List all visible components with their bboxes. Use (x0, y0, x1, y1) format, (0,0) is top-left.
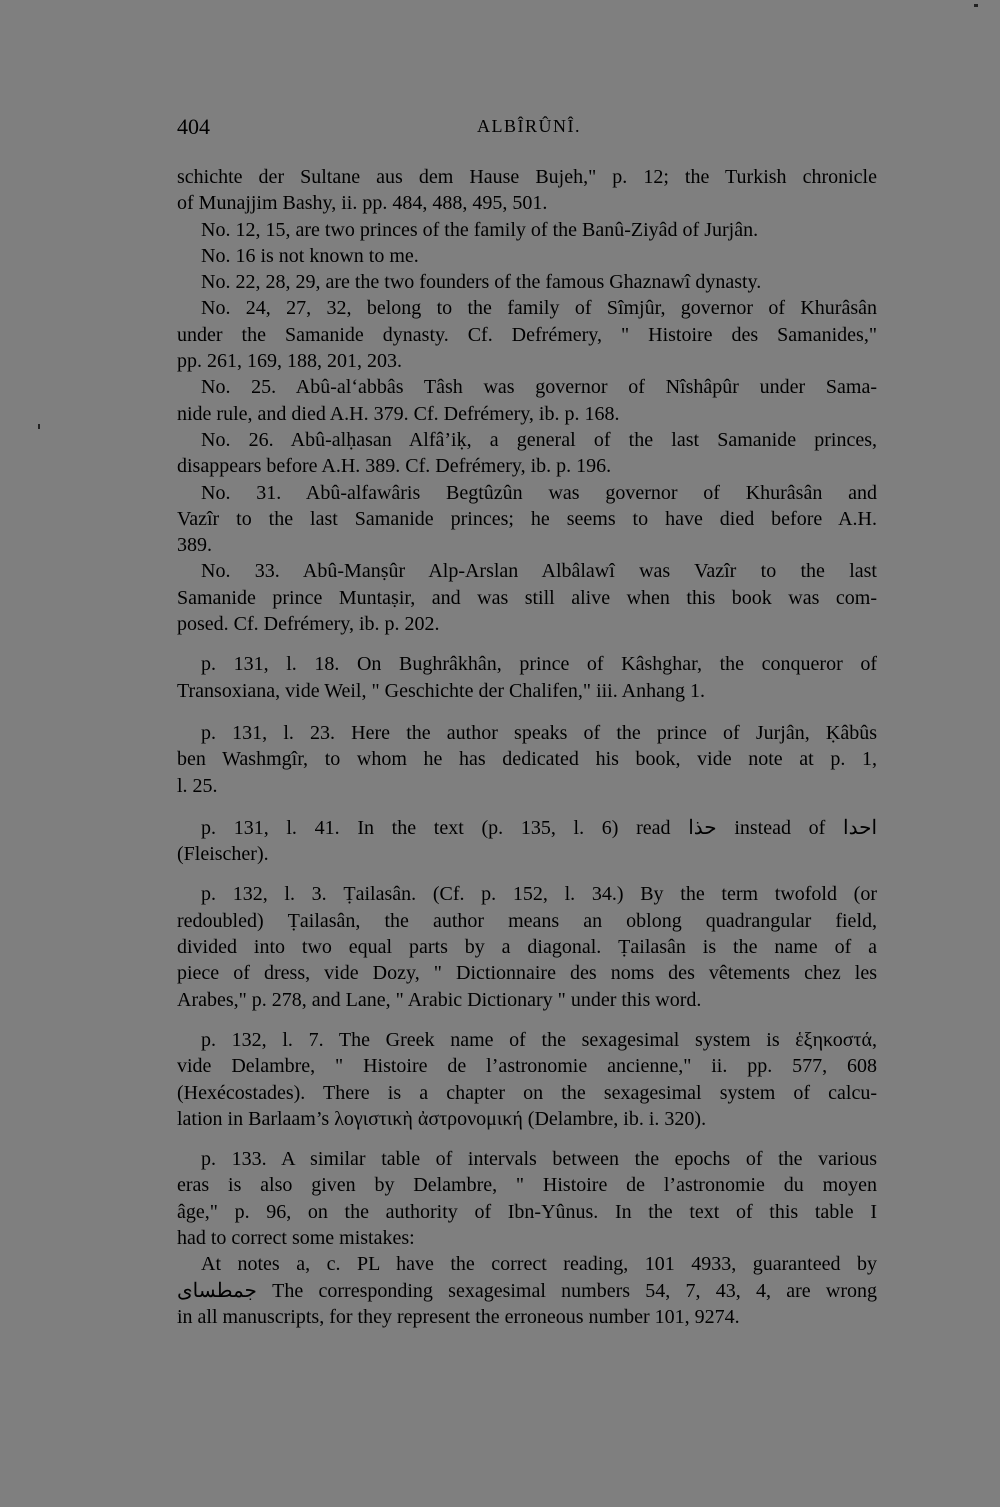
text-line: No. 24, 27, 32, belong to the family of Sîmjûr, governor of Khurâsân (201, 297, 877, 320)
text-line: No. 25. Abû-al‘abbâs Tâsh was governor of Nîshâpûr under Sama- (201, 376, 877, 399)
text-line: Transoxiana, vide Weil, " Geschichte der Chalifen," iii. Anhang 1. (177, 679, 705, 702)
corner-speck (974, 4, 978, 7)
text-line: ben Washmgîr, to whom he has dedicated his book, vide note at p. 1, (177, 748, 877, 771)
text-line: No. 12, 15, are two princes of the family of the Banû-Ziyâd of Jurjân. (201, 218, 759, 241)
margin-speck (38, 424, 40, 429)
text-line: No. 22, 28, 29, are the two founders of the famous Ghaznawî dynasty. (201, 271, 762, 294)
text-line: No. 31. Abû-alfawâris Begtûzûn was governor of Khurâsân and (201, 481, 877, 504)
text-line: piece of dress, vide Dozy, " Dictionnaire des noms des vêtements chez les (177, 962, 877, 985)
paragraph-gap (177, 867, 877, 881)
text-line: eras is also given by Delambre, " Histoire de l’astronomie du moyen (177, 1174, 877, 1197)
paragraph-gap (177, 704, 877, 720)
text-line: schichte der Sultane aus dem Hause Bujeh," p. 12; the Turkish chronicle (177, 166, 877, 188)
text-line: p. 131, l. 41. In the text (p. 135, l. 6) read حذا instead of احدا (201, 816, 877, 839)
text-line: had to correct some mistakes: (177, 1226, 415, 1249)
text-line: (Hexécostades). There is a chapter on the sexagesimal system of calcu- (177, 1081, 877, 1104)
text-line: p. 132, l. 7. The Greek name of the sexagesimal system is ἑξηκοστά, (201, 1028, 877, 1051)
text-line: under the Samanide dynasty. Cf. Defrémery, " Histoire des Samanides," (177, 323, 877, 346)
running-head: ALBÎRÛNÎ. (477, 116, 581, 136)
page-header (177, 114, 877, 146)
text-line: (Fleischer). (177, 843, 269, 866)
body-text (177, 164, 877, 1330)
text-line: posed. Cf. Defrémery, ib. p. 202. (177, 613, 440, 636)
text-line: of Munajjim Bashy, ii. pp. 484, 488, 495, 501. (177, 192, 548, 215)
text-line: p. 131, l. 18. On Bughrâkhân, prince of Kâshghar, the conqueror of (201, 653, 877, 676)
page-number: 404 (177, 114, 210, 139)
text-line: âge," p. 96, on the authority of Ibn-Yûnus. In the text of this table I (177, 1200, 877, 1223)
text-line: At notes a, c. PL have the correct reading, 101 4933, guaranteed by (201, 1253, 877, 1276)
text-line: Arabes," p. 278, and Lane, " Arabic Dictionary " under this word. (177, 988, 702, 1011)
text-line: l. 25. (177, 774, 218, 797)
text-line: جمطساى The corresponding sexagesimal numbers 54, 7, 43, 4, are wrong (177, 1279, 877, 1302)
text-line: No. 26. Abû-alḥasan Alfâ’iḳ, a general of the last Samanide princes, (201, 428, 877, 451)
text-line: pp. 261, 169, 188, 201, 203. (177, 350, 402, 373)
text-line: Samanide prince Muntaṣir, and was still alive when this book was com- (177, 586, 877, 609)
paragraph-gap (177, 637, 877, 651)
text-line: redoubled) Ṭailasân, the author means an oblong quadrangular field, (177, 909, 877, 932)
text-line: No. 16 is not known to me. (201, 244, 419, 267)
text-line: Vazîr to the last Samanide princes; he seems to have died before A.H. (177, 507, 877, 530)
text-line: No. 33. Abû-Manṣûr Alp-Arslan Albâlawî was Vazîr to the last (201, 560, 877, 583)
text-line: p. 132, l. 3. Ṭailasân. (Cf. p. 152, l. 34.) By the term twofold (or (201, 883, 877, 906)
paragraph-gap (177, 1132, 877, 1146)
paragraph-gap (177, 799, 877, 815)
text-line: lation in Barlaam’s λογιστικὴ ἀστρονομική (Delambre, ib. i. 320). (177, 1107, 707, 1130)
text-line: divided into two equal parts by a diagonal. Ṭailasân is the name of a (177, 936, 877, 959)
text-line: p. 133. A similar table of intervals between the epochs of the various (201, 1148, 877, 1171)
text-line: nide rule, and died A.H. 379. Cf. Defrémery, ib. p. 168. (177, 402, 620, 425)
text-line: vide Delambre, " Histoire de l’astronomie ancienne," ii. pp. 577, 608 (177, 1055, 877, 1078)
text-line: disappears before A.H. 389. Cf. Defrémery, ib. p. 196. (177, 455, 612, 478)
text-line: 389. (177, 534, 212, 557)
text-line: p. 131, l. 23. Here the author speaks of the prince of Jurjân, Ḳâbûs (201, 721, 877, 744)
text-line: in all manuscripts, for they represent the erroneous number 101, 9274. (177, 1305, 740, 1328)
paragraph-gap (177, 1013, 877, 1027)
